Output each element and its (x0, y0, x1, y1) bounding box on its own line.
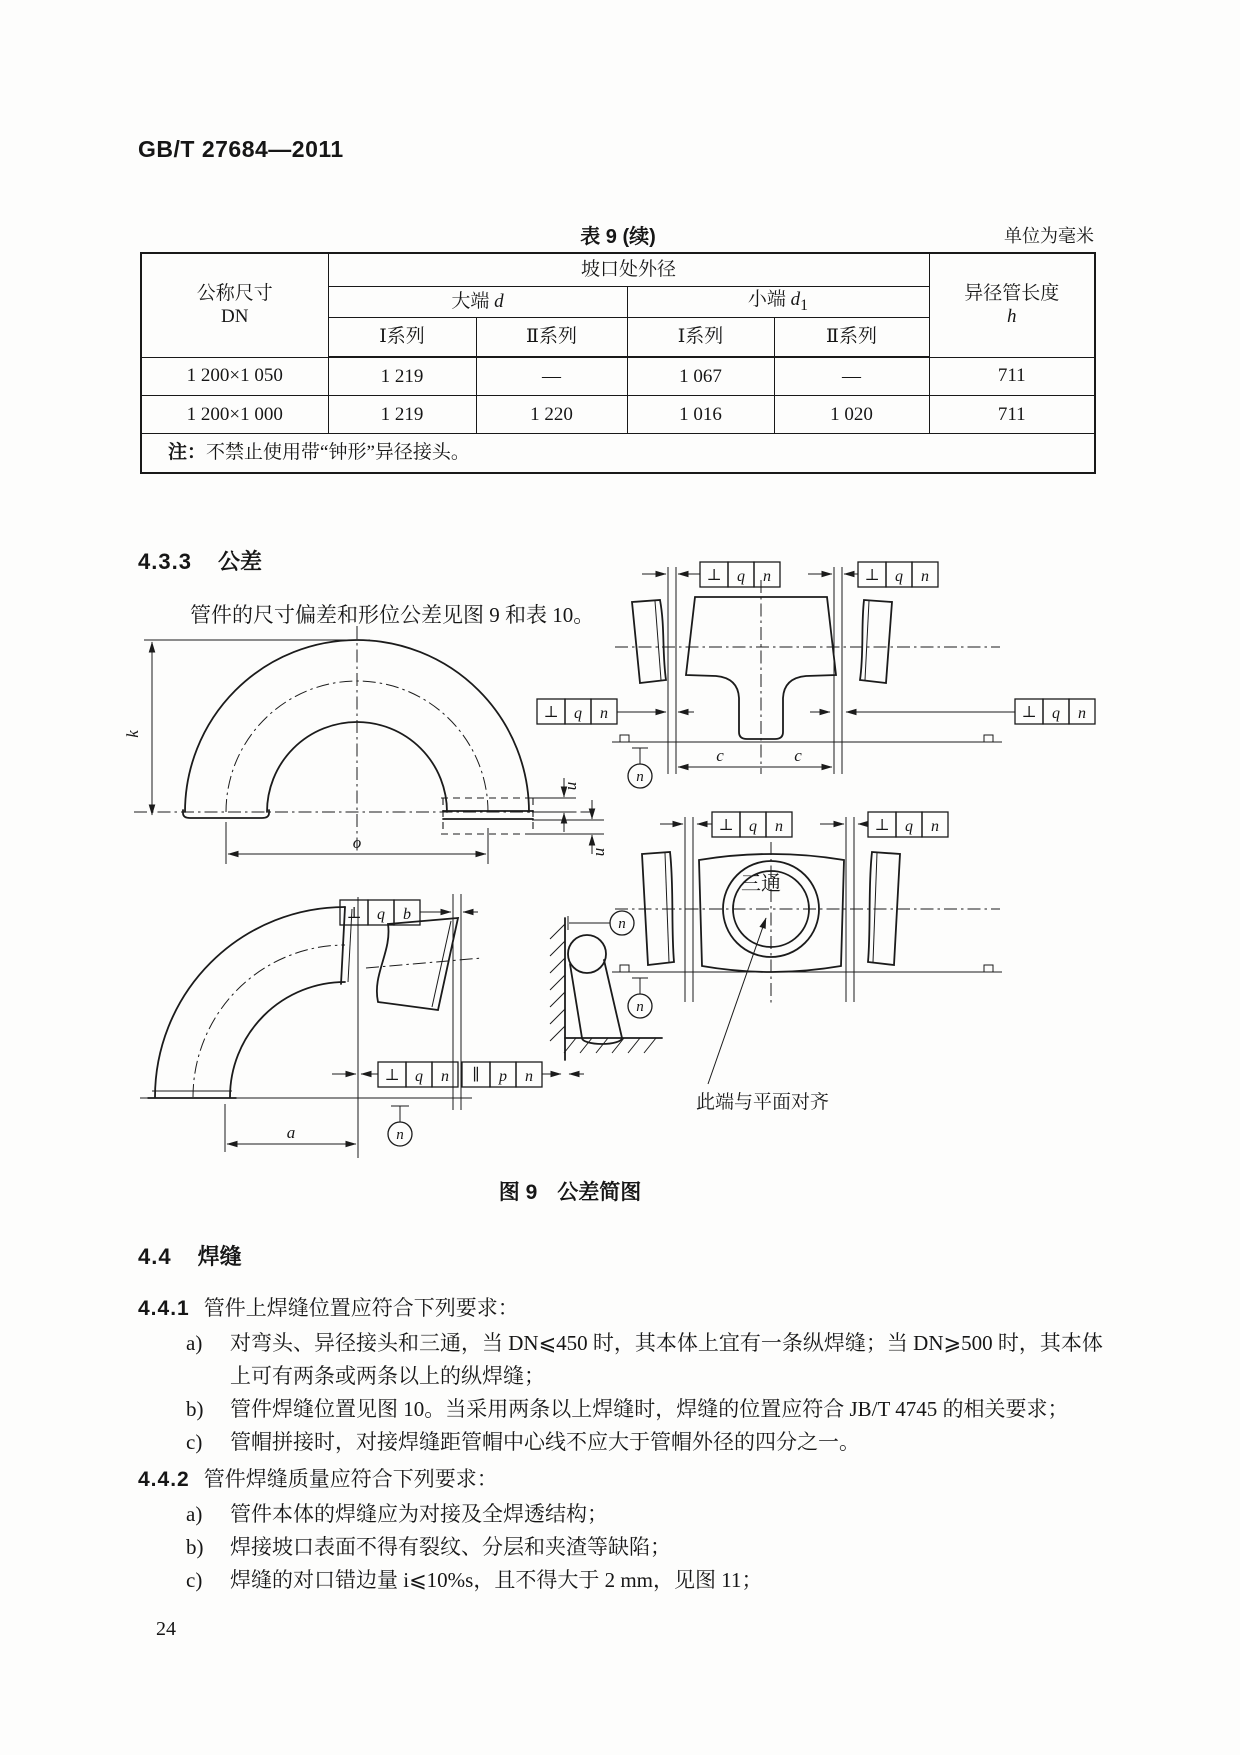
svg-text:⊥: ⊥ (874, 817, 890, 834)
svg-text:⊥: ⊥ (384, 1067, 400, 1084)
dim-label-k: k (123, 730, 142, 738)
table9 (140, 252, 1096, 474)
align-note: 此端与平面对齐 (696, 1092, 830, 1113)
svg-text:n: n (921, 568, 929, 585)
svg-text:q: q (749, 818, 757, 835)
col-header-small-end: 小端 $d_1$ (627, 287, 929, 318)
dim-label-u: u (561, 781, 580, 791)
clauses-block (138, 1292, 1106, 1597)
tolerance-frame-perp-q-n (808, 562, 938, 587)
dim-label-c: c (716, 746, 724, 765)
tolerance-frame-perp-q-n (820, 812, 948, 837)
svg-text:⊥: ⊥ (346, 905, 362, 922)
table-row: 1 200×1 000 1 219 1 220 1 016 1 020 711 (141, 396, 1095, 434)
datum-n-symbol (388, 1106, 412, 1146)
svg-text:n: n (1078, 705, 1086, 722)
col-header-series2: Ⅱ系列 (774, 318, 929, 358)
svg-text:q: q (737, 568, 745, 585)
svg-text:n: n (441, 1068, 449, 1085)
page-number: 24 (156, 1618, 176, 1640)
datum-n-symbol (568, 911, 634, 935)
svg-text:n: n (775, 818, 783, 835)
col-header-big-end: 大端 d (328, 287, 627, 318)
tolerance-frame-perp-q-n (810, 699, 1095, 724)
svg-text:q: q (905, 818, 913, 835)
list-item: a) 对弯头、异径接头和三通，当 DN⩽450 时，其本体上宜有一条纵焊缝；当 DN⩾500 时，其本体上可有两条或两条以上的纵焊缝； (186, 1331, 1103, 1388)
dim-label-a: a (286, 1123, 296, 1142)
tee-side-drawing (612, 812, 1002, 1113)
svg-text:⊥: ⊥ (718, 817, 734, 834)
list-item: b) 焊接坡口表面不得有裂纹、分层和夹渣等缺陷； (186, 1535, 671, 1559)
col-header-length: 异径管长度 h (929, 253, 1095, 357)
svg-text:q: q (377, 906, 385, 923)
col-header-series1: Ⅰ系列 (328, 318, 476, 358)
heading-4-3-3: 4.3.3 公差 (138, 549, 262, 574)
svg-text:⊥: ⊥ (706, 567, 722, 584)
tolerance-frame-parallel-p-n (462, 1062, 584, 1087)
clause-4-4-1: 4.4.1 管件上焊缝位置应符合下列要求： (138, 1296, 519, 1320)
figure9-caption: 图 9 公差简图 (498, 1181, 642, 1204)
dim-label-c: c (794, 746, 802, 765)
return-bend-drawing (123, 626, 608, 864)
tee-label: 三通 (741, 873, 781, 895)
datum-n-symbol (628, 978, 652, 1018)
svg-text:⊥: ⊥ (1021, 704, 1037, 721)
svg-text:n: n (525, 1068, 533, 1085)
figure9-technical-drawing (120, 552, 1130, 1174)
list-item: a) 管件本体的焊缝应为对接及全焊透结构； (186, 1502, 608, 1526)
standard-code: GB/T 27684—2011 (138, 136, 344, 162)
table-title: 表 9 (续) (580, 226, 656, 248)
svg-text:q: q (415, 1068, 423, 1085)
para-4-3-3: 管件的尺寸偏差和形位公差见图 9 和表 10。 (190, 603, 595, 627)
tolerance-frame-perp-q-n (642, 562, 780, 587)
wall-gauge-sketch (550, 911, 662, 1060)
svg-text:n: n (636, 769, 644, 785)
col-header-series1: Ⅰ系列 (627, 318, 774, 358)
svg-text:n: n (931, 818, 939, 835)
list-item: b) 管件焊缝位置见图 10。当采用两条以上焊缝时，焊缝的位置应符合 JB/T 4745 的相关要求； (186, 1397, 1069, 1421)
dim-label-o: o (352, 833, 362, 852)
svg-text:⊥: ⊥ (543, 704, 559, 721)
svg-text:p: p (499, 1068, 507, 1085)
elbow-drawing (140, 894, 584, 1158)
table-row: 1 200×1 050 1 219 — 1 067 — 711 (141, 357, 1095, 396)
clause-4-4-2: 4.4.2 管件焊缝质量应符合下列要求： (138, 1467, 498, 1491)
tolerance-frame-perp-q-n (660, 812, 792, 837)
table-unit-note: 单位为毫米 (1004, 226, 1094, 246)
svg-text:b: b (403, 906, 411, 923)
svg-text:∥: ∥ (472, 1067, 480, 1084)
table9-block (140, 220, 1096, 474)
tee-front-drawing (537, 562, 1095, 895)
tolerance-frame-perp-q-n (537, 699, 694, 724)
svg-text:q: q (895, 568, 903, 585)
svg-text:n: n (618, 916, 626, 932)
col-header-groove-od: 坡口处外径 (328, 253, 929, 287)
table-note: 注：不禁止使用带“钟形”异径接头。 (141, 434, 1095, 473)
svg-text:q: q (1052, 705, 1060, 722)
svg-text:⊥: ⊥ (864, 567, 880, 584)
list-item: c) 焊缝的对口错边量 i⩽10%s，且不得大于 2 mm，见图 11； (186, 1568, 763, 1592)
datum-n-symbol (628, 748, 652, 788)
heading-4-4: 4.4 焊缝 (138, 1244, 242, 1269)
col-header-dn: 公称尺寸 DN (141, 253, 328, 357)
dim-label-u: u (589, 847, 608, 857)
svg-text:n: n (763, 568, 771, 585)
svg-text:n: n (636, 999, 644, 1015)
tolerance-frame-perp-q-n (332, 1062, 458, 1087)
svg-text:n: n (396, 1127, 404, 1143)
svg-text:q: q (574, 705, 582, 722)
col-header-series2: Ⅱ系列 (476, 318, 627, 358)
svg-text:n: n (600, 705, 608, 722)
list-item: c) 管帽拼接时，对接焊缝距管帽中心线不应大于管帽外径的四分之一。 (186, 1430, 860, 1454)
